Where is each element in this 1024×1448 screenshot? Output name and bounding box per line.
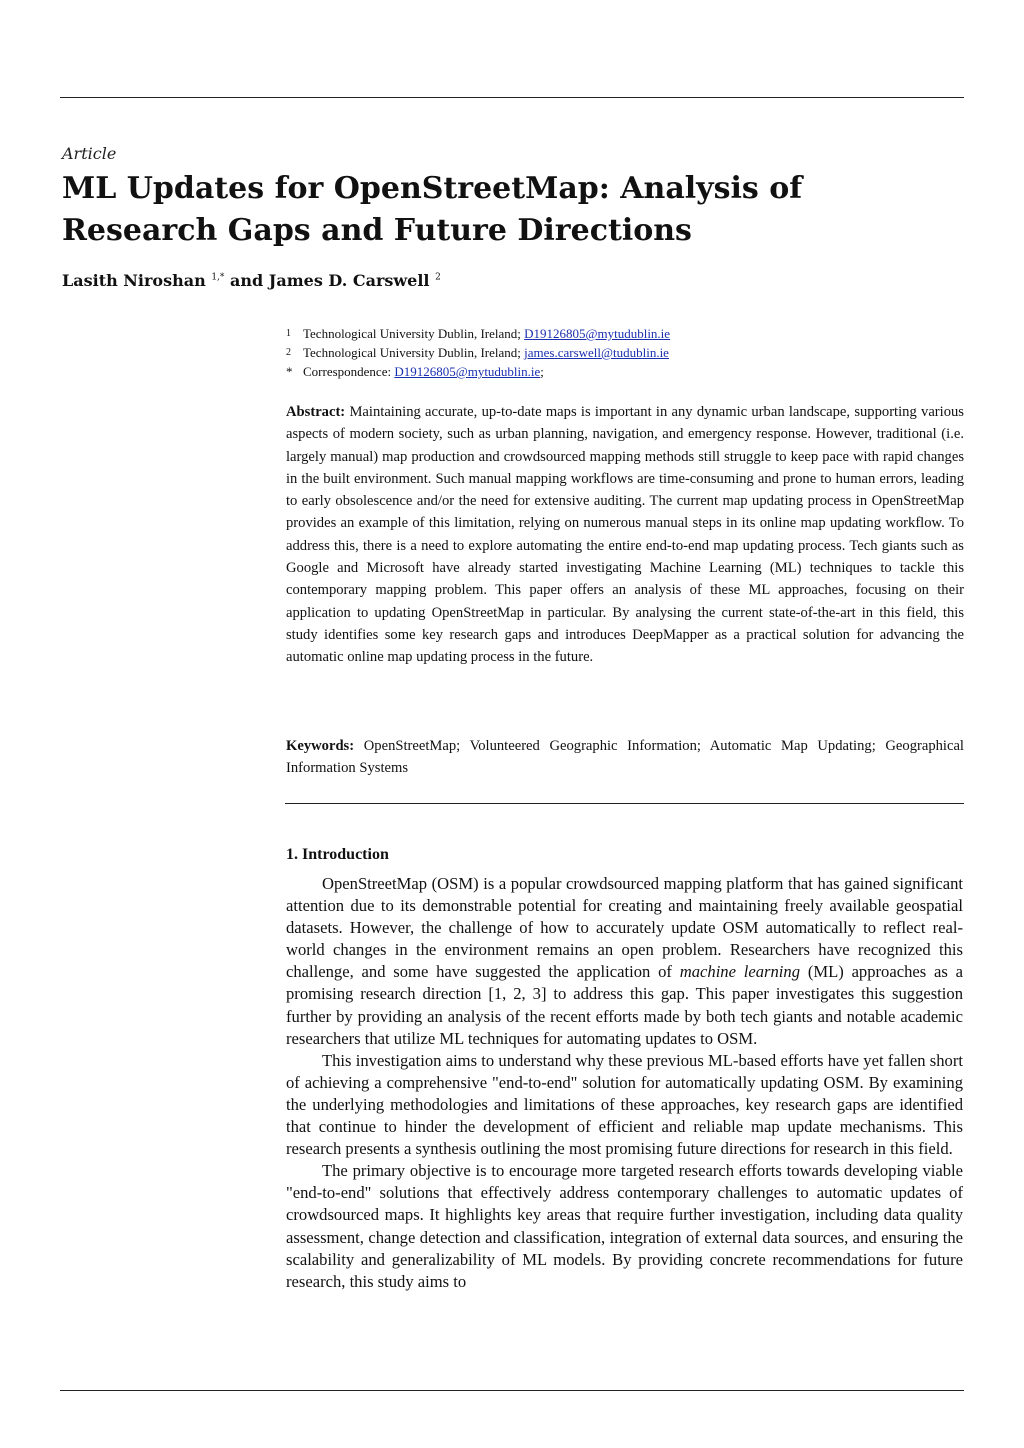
abstract [286,401,964,669]
affiliation-mark: 2 [286,347,291,358]
correspondence-row [286,362,964,381]
affiliation-mark: * [286,364,293,379]
emphasis: machine learning [679,962,801,982]
affiliation-text: Technological University Dublin, Ireland; [303,326,525,341]
affiliation-text: Technological University Dublin, Ireland; [303,345,525,360]
paragraph: The primary objective is to encourage more targeted research efforts towards developing viable "end-to-end" solutions that effectively address contemporary challenges to automatic updates of crowdsourced maps. It highlights key areas that require further investigation, including data quality assessment, change detection and classification, integration of external data sources, and ensuring the scalability and generalizability of ML models. By providing concrete recommendations for future research, this study aims to [286,1161,963,1291]
abstract-rule [285,803,964,804]
affiliation-suffix: ; [540,364,544,379]
email-link[interactable]: D19126805@mytudublin.ie [394,364,541,379]
keywords [286,735,964,780]
author-name: Lasith Niroshan [62,271,206,290]
paragraph-text: OpenStreetMap (OSM) is a popular crowdsourced mapping platform that has gained significant attention due to its demonstrable potential for creating and maintaining freely available geospatial datasets. However, the challenge of how to accurately update OSM automatically to reflect real-world changes in the environment remains an open problem. Researchers have recognized this challenge, and some have suggested the application of [286,874,963,982]
section-heading: 1. Introduction [286,846,389,863]
abstract-label: Abstract: [286,404,346,420]
affiliation-row [286,324,964,343]
email-link[interactable]: james.carswell@tudublin.ie [524,345,669,360]
affiliations [286,324,964,381]
keywords-label: Keywords: [286,738,355,754]
section-body [286,873,963,1293]
keywords-text: OpenStreetMap; Volunteered Geographic Information; Automatic Map Updating; Geographical Information Systems [286,738,964,777]
author-affiliation-mark: 2 [435,272,441,283]
author-affiliation-mark: 1,* [211,272,225,283]
affiliation-row [286,343,964,362]
author-joiner: and [230,271,264,290]
abstract-text: Maintaining accurate, up-to-date maps is important in any dynamic urban landscape, supporting various aspects of modern society, such as urban planning, navigation, and emergency response. However, traditional (i.e. largely manual) map production and crowdsourced mapping methods still struggle to keep pace with rapid changes in the built environment. Such manual mapping workflows are time-consuming and prone to human errors, leading to early obsolescence and/or the need for extensive auditing. The current map updating process in OpenStreetMap provides an example of this limitation, relying on numerous manual steps in its online map updating workflow. To address this, there is a need to explore automating the entire end-to-end map updating process. Tech giants such as Google and Microsoft have already started investigating Machine Learning (ML) techniques to tackle this contemporary mapping problem. This paper offers an analysis of these ML approaches, focusing on their application to updating OpenStreetMap in particular. By analysing the current state-of-the-art in this field, this study identifies some key research gaps and introduces DeepMapper as a practical solution for advancing the automatic online map updating process in the future. [286,404,964,666]
paragraph [286,873,963,1050]
paragraph-text: (ML) approaches as a promising research direction [1, 2, 3] to address this gap. This paper investigates this suggestion further by providing an analysis of the recent efforts made by both tech giants and notable academic researchers that utilize ML techniques for automating updates to OSM. [286,962,964,1048]
email-link[interactable]: D19126805@mytudublin.ie [524,326,671,341]
paragraph: This investigation aims to understand why these previous ML-based efforts have yet fallen short of achieving a comprehensive "end-to-end" solution for automatically updating OSM. By examining the underlying methodologies and limitations of these approaches, key research gaps are identified that continue to hinder the development of efficient and reliable map update mechanisms. This research presents a synthesis outlining the most promising future directions for research in this field. [286,1050,963,1159]
correspondence-label: Correspondence: [303,364,395,379]
bottom-rule [60,1390,964,1391]
author-line [62,271,441,290]
affiliation-mark: 1 [286,328,291,339]
paper-title: ML Updates for OpenStreetMap: Analysis of Research Gaps and Future Directions [62,171,803,248]
author-name: James D. Carswell [268,271,430,290]
article-type: Article [62,144,117,163]
top-rule [60,97,964,98]
